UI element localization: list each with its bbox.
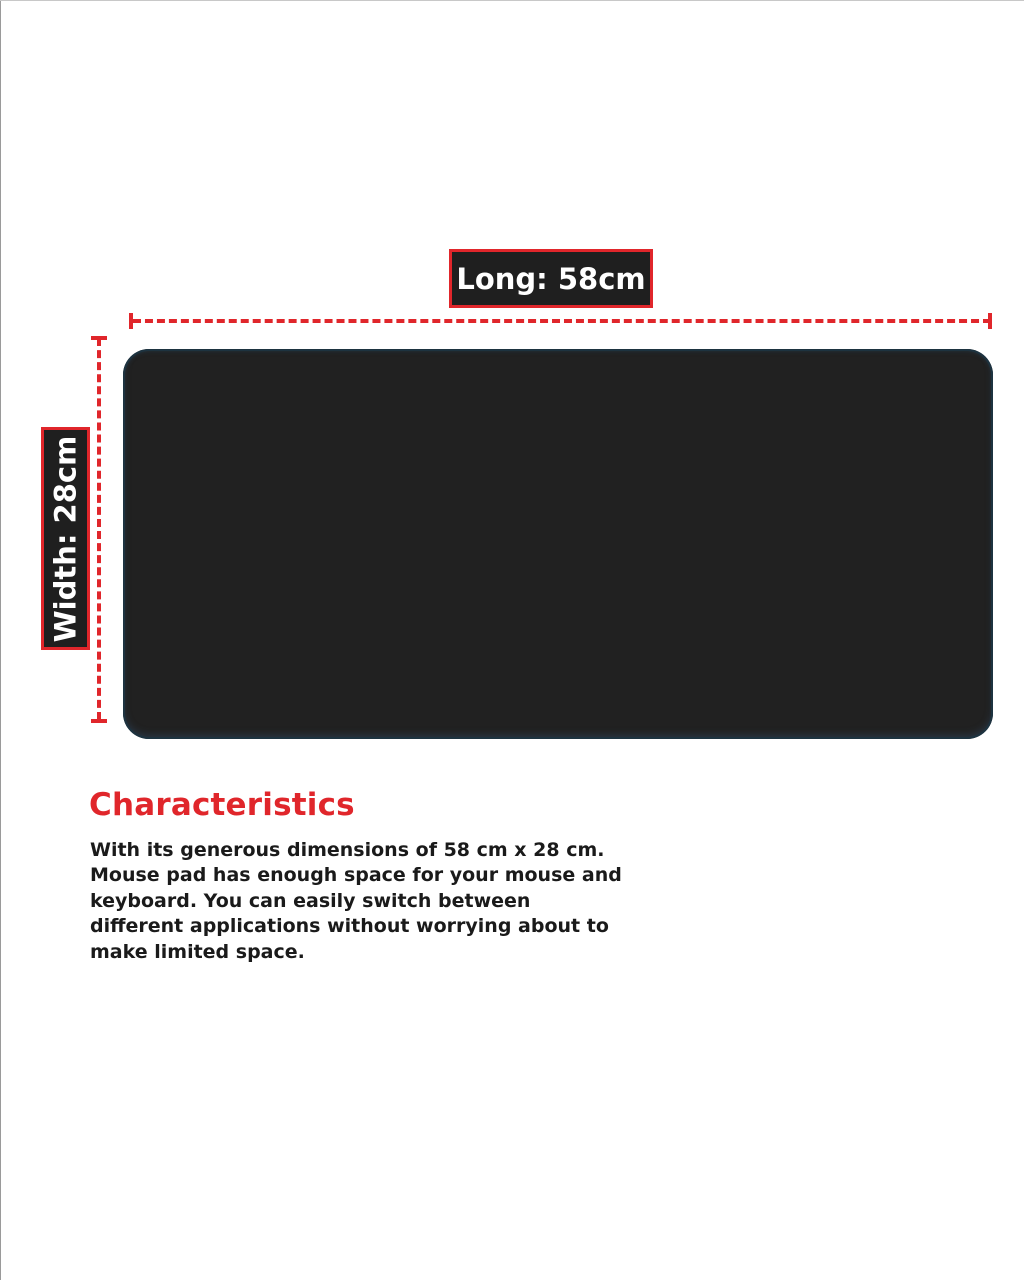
characteristics-heading: Characteristics <box>89 787 355 823</box>
length-label <box>449 249 653 308</box>
length-line-end-cap <box>988 313 992 329</box>
width-dimension-line <box>97 338 101 720</box>
length-dimension-line <box>133 319 991 323</box>
frame-border-left <box>0 0 1 1280</box>
characteristics-description: With its generous dimensions of 58 cm x 28 cm. Mouse pad has enough space for your mouse and keyboard. You can easily switch between different applications without worrying about to make limited space. <box>90 839 622 963</box>
width-line-end-cap <box>91 719 107 723</box>
mouse-pad-image <box>123 349 993 739</box>
frame-border-top <box>0 0 1024 1</box>
length-label-text: Long: 58cm <box>456 261 646 296</box>
width-label <box>41 427 90 650</box>
width-label-text: Width: 28cm <box>48 435 83 642</box>
